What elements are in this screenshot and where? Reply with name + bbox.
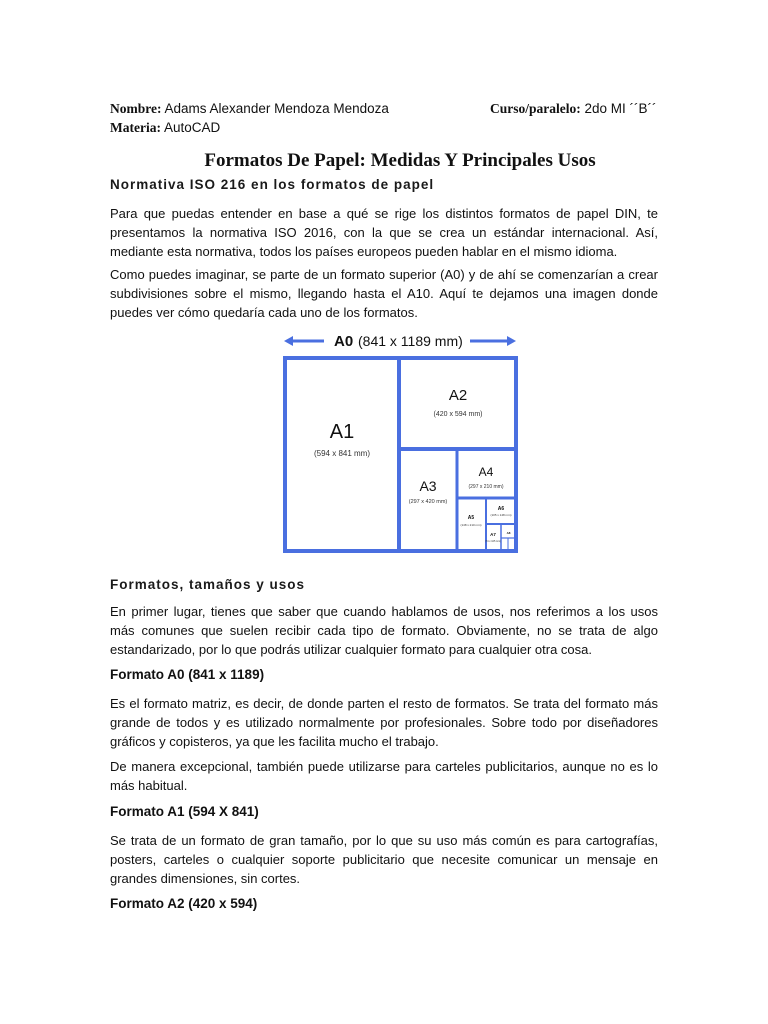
page-title: Formatos De Papel: Medidas Y Principales Usos [204, 150, 596, 171]
a1-label: A1 [329, 421, 355, 443]
a0-size: (841 x 1189 mm) [358, 333, 463, 349]
curso-value: 2do MI ´´B´´ [584, 101, 657, 116]
heading-formato-a0: Formato A0 (841 x 1189) [110, 667, 265, 682]
nombre-label: Nombre: [110, 101, 162, 116]
a3-size: (297 x 420 mm) [408, 499, 448, 505]
a6-size: (105 x 148 mm) [490, 513, 512, 517]
a0-label: A0 [334, 333, 354, 350]
course-line [490, 101, 657, 117]
materia-value: AutoCAD [163, 120, 221, 135]
student-name-line [110, 101, 389, 117]
a8-label: A8 [506, 531, 511, 535]
subject-line [110, 120, 220, 136]
section-heading-normativa: Normativa ISO 216 en los formatos de papel [110, 177, 435, 192]
paragraph-a1-1: Se trata de un formato de gran tamaño, por lo que su uso más común es para cartografías, posters, carteles o cualquier soporte publicitario que necesite comunicar un mensaje en grandes dimensiones, sin cortes. [110, 833, 658, 886]
a5-label: A5 [467, 515, 475, 521]
nombre-value: Adams Alexander Mendoza Mendoza [164, 101, 389, 116]
a4-size: (297 x 210 mm) [468, 484, 504, 490]
paragraph-a0-1: Es el formato matriz, es decir, de donde parten el resto de formatos. Se trata del formato más grande de todos y es utilizado normalmente por profesionales. Sobre todo por diseñadores gráficos y copisteros, ya que les facilita mucho el trabajo. [110, 696, 658, 749]
iso-paper-sizes-figure [278, 328, 524, 556]
paragraph-formatos-intro: En primer lugar, tienes que saber que cuando hablamos de usos, nos referimos a los usos más comunes que suelen recibir cada tipo de formato. Obviamente, no se trata de algo estandarizado, por lo que podrás utilizar cualquier formato para cualquier otra cosa. [110, 604, 658, 657]
materia-label: Materia: [110, 120, 161, 135]
heading-formato-a2: Formato A2 (420 x 594) [110, 896, 258, 911]
a6-label: A6 [497, 506, 505, 512]
a2-size: (420 x 594 mm) [433, 411, 483, 418]
a1-size: (594 x 841 mm) [313, 449, 371, 458]
paragraph-a0-2: De manera excepcional, también puede utilizarse para carteles publicitarios, aunque no es lo más habitual. [110, 759, 658, 793]
a7-label: A7 [490, 532, 496, 537]
a5-size: (148 x 210 mm) [460, 523, 482, 527]
a2-label: A2 [448, 387, 468, 404]
paragraph-normativa-1: Para que puedas entender en base a qué se rige los distintos formatos de papel DIN, te presentamos la normativa ISO 2016, con la que se crea un estándar internacional. Así, mediante esta normativa, todos los países europeos pueden hablar en el mismo idioma. [110, 206, 658, 259]
a7-size: (74 x 105 mm) [484, 540, 502, 543]
section-heading-formatos: Formatos, tamaños y usos [110, 577, 306, 592]
heading-formato-a1: Formato A1 (594 X 841) [110, 804, 259, 819]
curso-label: Curso/paralelo: [490, 101, 581, 116]
paragraph-normativa-2: Como puedes imaginar, se parte de un formato superior (A0) y de ahí se comenzarían a crear subdivisiones sobre el mismo, llegando hasta el A10. Aquí te dejamos una imagen donde puedes ver cómo quedaría cada uno de los formatos. [110, 267, 658, 320]
a4-label: A4 [478, 465, 494, 479]
a3-label: A3 [419, 478, 437, 494]
